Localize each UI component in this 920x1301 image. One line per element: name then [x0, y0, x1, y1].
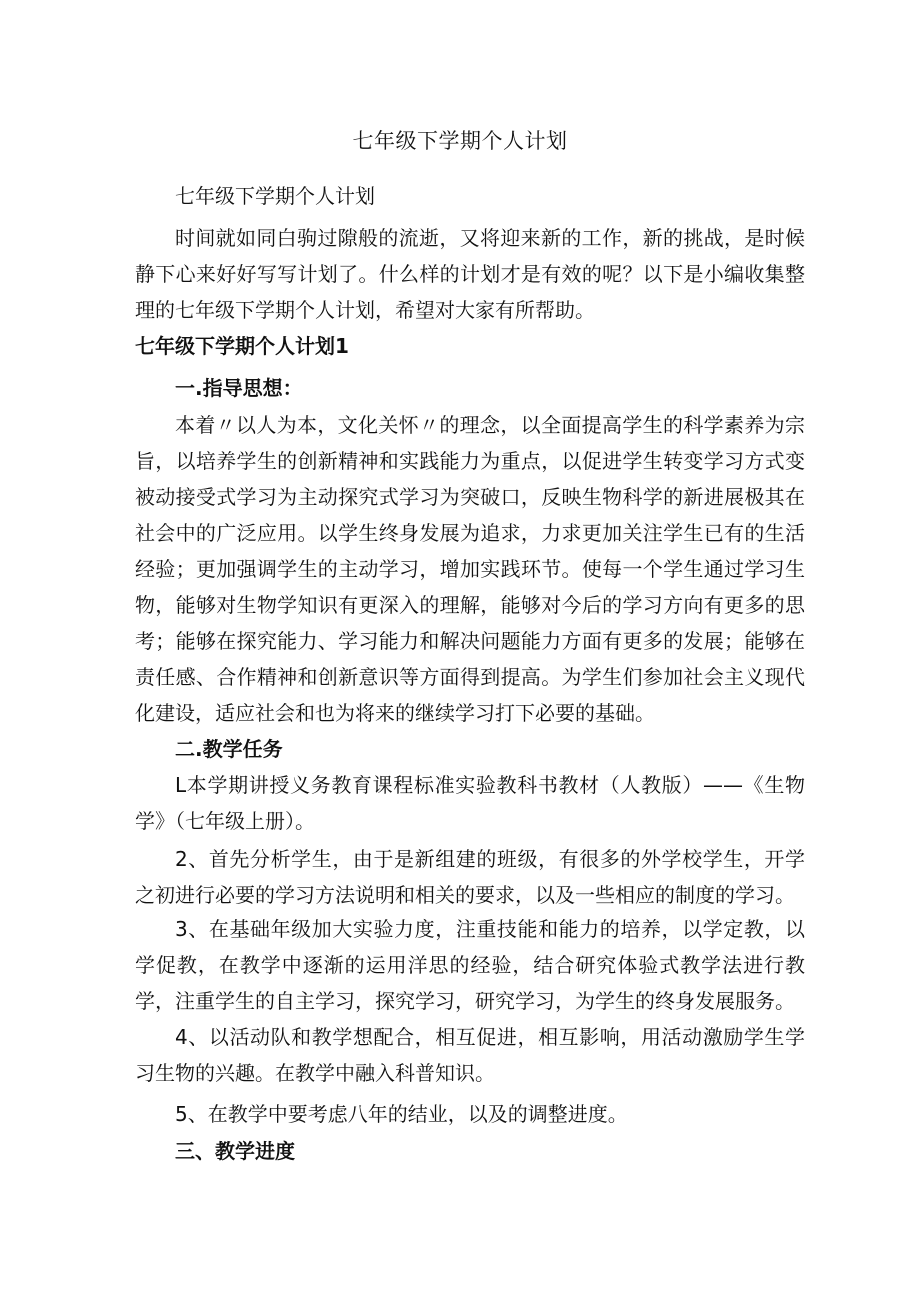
- document-title: 七年级下学期个人计划: [352, 129, 568, 153]
- guiding-ideology-paragraph: 本着〃以人为本，文化关怀〃的理念，以全面提高学生的科学素养为宗旨，以培养学生的创新精神和实践能力为重点，以促进学生转变学习方式变被动接受式学习为主动探究式学习为突破口，反映生物科学的新进展极其在社会中的广泛应用。以学生终身发展为追求，力求更加关注学生已有的生活经验；更加强调学生的主动学习，增加实践环节。使每一个学生通过学习生物，能够对生物学知识有更深入的理解，能够对今后的学习方向有更多的思考；能够在探究能力、学习能力和解决问题能力方面有更多的发展；能够在责任感、合作精神和创新意识等方面得到提高。为学生们参加社会主义现代化建设，适应社会和也为将来的继续学习打下必要的基础。: [135, 413, 805, 725]
- task-item: 2、首先分析学生，由于是新组建的班级，有很多的外学校学生，开学之初进行必要的学习方法说明和相关的要求，以及一些相应的制度的学习。: [135, 847, 805, 907]
- document-subtitle: 七年级下学期个人计划: [175, 184, 375, 208]
- task-item: 3、在基础年级加大实验力度，注重技能和能力的培养，以学定教，以学促教，在教学中逐渐的运用洋思的经验，结合研究体验式教学法进行教学，注重学生的自主学习，探究学习，研究学习，为学生的终身发展服务。: [135, 917, 805, 1013]
- section-heading-teaching-schedule: 三、教学进度: [175, 1139, 295, 1163]
- intro-paragraph: 时间就如同白驹过隙般的流逝，又将迎来新的工作，新的挑战，是时候静下心来好好写写计划了。什么样的计划才是有效的呢？以下是小编收集整理的七年级下学期个人计划，希望对大家有所帮助。: [135, 226, 805, 322]
- task-item: 5、在教学中要考虑八年的结业，以及的调整进度。: [175, 1102, 628, 1126]
- plan-heading: 七年级下学期个人计划1: [135, 334, 349, 358]
- section-heading-guiding-ideology: 一.指导思想：: [175, 376, 303, 400]
- task-item: 4、以活动队和教学想配合，相互促进，相互影响，用活动激励学生学习生物的兴趣。在教学中融入科普知识。: [135, 1025, 805, 1085]
- task-item: L本学期讲授义务教育课程标准实验教科书教材（人教版）——《生物学》（七年级上册）。: [135, 773, 805, 833]
- section-heading-teaching-tasks: 二.教学任务: [175, 737, 283, 761]
